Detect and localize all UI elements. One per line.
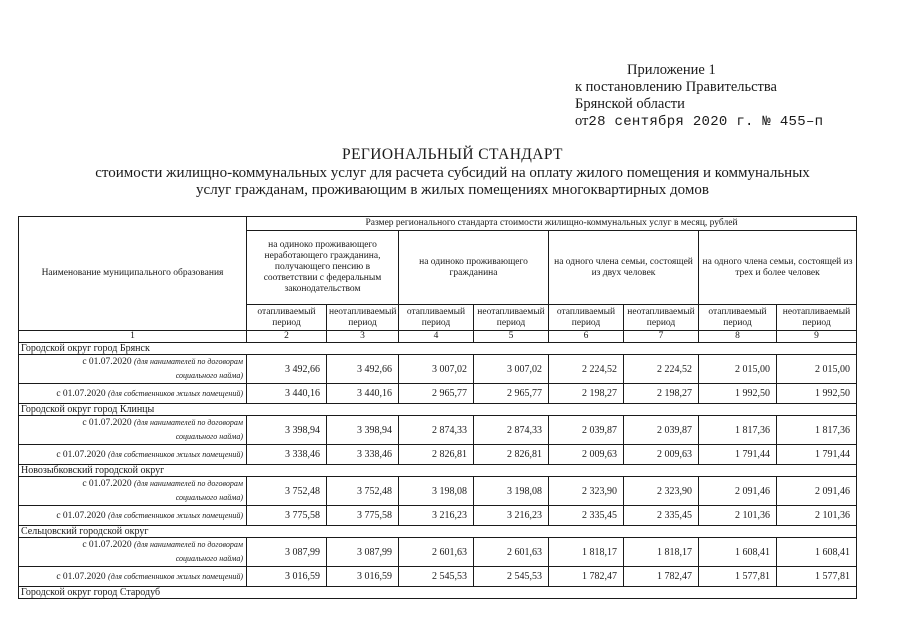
- header-period: отапливаемый период: [549, 305, 624, 331]
- value-cell: 2 323,90: [624, 477, 699, 506]
- value-cell: 2 826,81: [399, 445, 474, 465]
- header-period: отапливаемый период: [399, 305, 474, 331]
- value-cell: 2 101,36: [699, 506, 777, 526]
- value-cell: 3 007,02: [474, 355, 549, 384]
- municipality-name: Городской округ город Клинцы: [19, 404, 857, 416]
- row-label-tenants: с 01.07.2020 (для нанимателей по договорам социального найма): [19, 477, 247, 506]
- value-cell: 1 992,50: [699, 384, 777, 404]
- column-number: 5: [474, 331, 549, 343]
- value-cell: 3 087,99: [247, 538, 327, 567]
- header-group-pensioner: на одиноко проживающего неработающего гражданина, получающего пенсию в соответствии с федеральным законодательством: [247, 231, 399, 305]
- value-cell: 3 492,66: [247, 355, 327, 384]
- appendix-region: Брянской области: [575, 96, 685, 112]
- value-cell: 2 601,63: [399, 538, 474, 567]
- value-cell: 3 216,23: [399, 506, 474, 526]
- table-row: [19, 477, 857, 506]
- value-cell: 3 338,46: [247, 445, 327, 465]
- value-cell: 1 782,47: [624, 567, 699, 587]
- value-cell: 2 545,53: [399, 567, 474, 587]
- value-cell: 3 752,48: [247, 477, 327, 506]
- value-cell: 1 577,81: [777, 567, 857, 587]
- value-cell: 3 775,58: [247, 506, 327, 526]
- municipality-name: Новозыбковский городской округ: [19, 465, 857, 477]
- value-cell: 2 091,46: [777, 477, 857, 506]
- municipality-name: Городской округ город Брянск: [19, 343, 857, 355]
- row-label-tenants: с 01.07.2020 (для нанимателей по договорам социального найма): [19, 355, 247, 384]
- document-subtitle: [40, 165, 865, 199]
- value-cell: 3 007,02: [399, 355, 474, 384]
- column-number: 3: [327, 331, 399, 343]
- subtitle-line-1: стоимости жилищно-коммунальных услуг для расчета субсидий на оплату жилого помещения и коммунальных: [95, 165, 810, 181]
- value-cell: 1 577,81: [699, 567, 777, 587]
- value-cell: 3 016,59: [327, 567, 399, 587]
- appendix-block: [575, 62, 823, 131]
- value-cell: 2 039,87: [549, 416, 624, 445]
- value-cell: 2 224,52: [624, 355, 699, 384]
- value-cell: 1 782,47: [549, 567, 624, 587]
- value-cell: 3 087,99: [327, 538, 399, 567]
- row-label-owners: с 01.07.2020 (для собственников жилых помещений): [19, 384, 247, 404]
- value-cell: 2 198,27: [624, 384, 699, 404]
- value-cell: 2 874,33: [474, 416, 549, 445]
- header-period: неотапливаемый период: [327, 305, 399, 331]
- value-cell: 1 817,36: [699, 416, 777, 445]
- municipality-name: Сельцовский городской округ: [19, 526, 857, 538]
- value-cell: 2 965,77: [474, 384, 549, 404]
- value-cell: 3 216,23: [474, 506, 549, 526]
- header-period: неотапливаемый период: [474, 305, 549, 331]
- value-cell: 2 015,00: [699, 355, 777, 384]
- table-row: [19, 416, 857, 445]
- value-cell: 2 091,46: [699, 477, 777, 506]
- table-row: [19, 538, 857, 567]
- value-cell: 3 775,58: [327, 506, 399, 526]
- value-cell: 3 440,16: [327, 384, 399, 404]
- value-cell: 3 492,66: [327, 355, 399, 384]
- column-number: 8: [699, 331, 777, 343]
- subtitle-line-2: услуг гражданам, проживающим в жилых помещениях многоквартирных домов: [196, 182, 709, 198]
- row-label-owners: с 01.07.2020 (для собственников жилых помещений): [19, 445, 247, 465]
- value-cell: 2 015,00: [777, 355, 857, 384]
- value-cell: 2 545,53: [474, 567, 549, 587]
- value-cell: 3 398,94: [327, 416, 399, 445]
- value-cell: 2 009,63: [549, 445, 624, 465]
- table-row: [19, 384, 857, 404]
- value-cell: 1 791,44: [699, 445, 777, 465]
- appendix-title: Приложение 1: [627, 62, 716, 78]
- value-cell: 3 198,08: [474, 477, 549, 506]
- value-cell: 2 224,52: [549, 355, 624, 384]
- value-cell: 2 826,81: [474, 445, 549, 465]
- value-cell: 1 818,17: [624, 538, 699, 567]
- appendix-decree: к постановлению Правительства: [575, 79, 777, 95]
- table-row: [19, 506, 857, 526]
- header-group-single: на одиноко проживающего гражданина: [399, 231, 549, 305]
- header-size: Размер регионального стандарта стоимости жилищно-коммунальных услуг в месяц, рублей: [247, 217, 857, 231]
- value-cell: 3 398,94: [247, 416, 327, 445]
- value-cell: 2 874,33: [399, 416, 474, 445]
- value-cell: 2 009,63: [624, 445, 699, 465]
- value-cell: 2 198,27: [549, 384, 624, 404]
- value-cell: 2 039,87: [624, 416, 699, 445]
- table-row: [19, 567, 857, 587]
- date-prefix: от: [575, 113, 589, 129]
- column-number: 7: [624, 331, 699, 343]
- value-cell: 3 752,48: [327, 477, 399, 506]
- value-cell: 3 338,46: [327, 445, 399, 465]
- row-label-owners: с 01.07.2020 (для собственников жилых помещений): [19, 506, 247, 526]
- column-number: 6: [549, 331, 624, 343]
- column-number: 4: [399, 331, 474, 343]
- appendix-date: [575, 113, 823, 131]
- value-cell: 1 818,17: [549, 538, 624, 567]
- header-period: отапливаемый период: [699, 305, 777, 331]
- date-handwritten: 28 сентября 2020 г. № 455–п: [588, 114, 824, 130]
- value-cell: 3 016,59: [247, 567, 327, 587]
- value-cell: 1 608,41: [777, 538, 857, 567]
- header-municipality: Наименование муниципального образования: [19, 217, 247, 331]
- column-number: 1: [19, 331, 247, 343]
- value-cell: 1 608,41: [699, 538, 777, 567]
- value-cell: 2 965,77: [399, 384, 474, 404]
- table-row: [19, 355, 857, 384]
- document-title: РЕГИОНАЛЬНЫЙ СТАНДАРТ: [342, 146, 563, 163]
- value-cell: 2 101,36: [777, 506, 857, 526]
- value-cell: 1 992,50: [777, 384, 857, 404]
- value-cell: 2 601,63: [474, 538, 549, 567]
- municipality-name: Городской округ город Стародуб: [19, 587, 857, 599]
- value-cell: 1 791,44: [777, 445, 857, 465]
- column-number: 9: [777, 331, 857, 343]
- value-cell: 2 323,90: [549, 477, 624, 506]
- regional-standard-table: [18, 216, 857, 599]
- row-label-tenants: с 01.07.2020 (для нанимателей по договорам социального найма): [19, 416, 247, 445]
- header-period: неотапливаемый период: [777, 305, 857, 331]
- header-group-family-three: на одного члена семьи, состоящей из трех и более человек: [699, 231, 857, 305]
- header-period: отапливаемый период: [247, 305, 327, 331]
- row-label-owners: с 01.07.2020 (для собственников жилых помещений): [19, 567, 247, 587]
- column-number: 2: [247, 331, 327, 343]
- row-label-tenants: с 01.07.2020 (для нанимателей по договорам социального найма): [19, 538, 247, 567]
- header-group-family-two: на одного члена семьи, состоящей из двух человек: [549, 231, 699, 305]
- table-row: [19, 445, 857, 465]
- value-cell: 2 335,45: [624, 506, 699, 526]
- value-cell: 2 335,45: [549, 506, 624, 526]
- value-cell: 3 440,16: [247, 384, 327, 404]
- value-cell: 3 198,08: [399, 477, 474, 506]
- header-period: неотапливаемый период: [624, 305, 699, 331]
- value-cell: 1 817,36: [777, 416, 857, 445]
